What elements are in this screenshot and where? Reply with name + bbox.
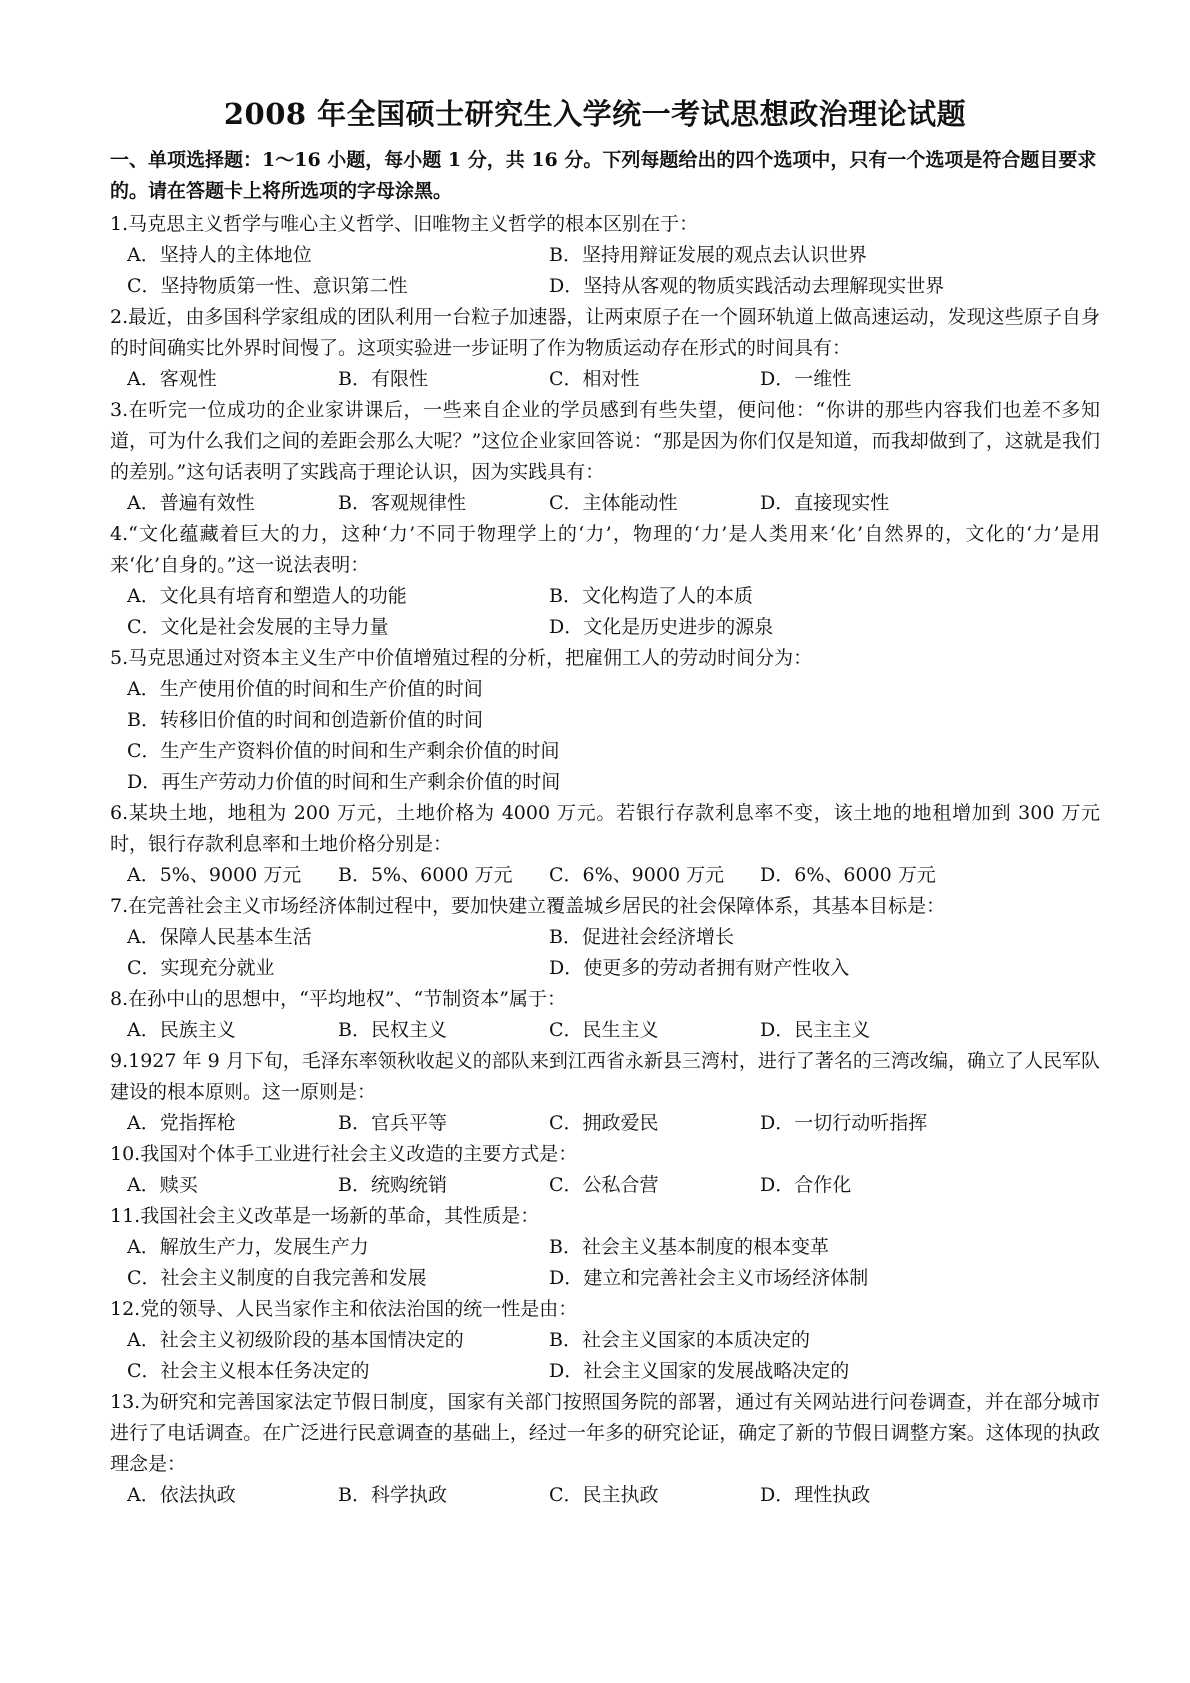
option-a: A．解放生产力，发展生产力 [127,1236,369,1258]
option-b: B．促进社会经济增长 [549,926,734,948]
option-c: C．文化是社会发展的主导力量 [127,616,389,638]
option-c: C．社会主义根本任务决定的 [127,1360,370,1382]
option-c: C．公私合营 [549,1174,659,1196]
question-stem: 3.在听完一位成功的企业家讲课后，一些来自企业的学员感到有些失望，便问他：“你讲的那些内容我们也差不多知道，可为什么我们之间的差距会那么大呢？”这位企业家回答说：“那是因为你们仅是知道，而我却做到了，这就是我们的差别。”这句话表明了实践高于理论认识，因为实践具有： [110,399,1100,483]
option-group [110,860,1100,891]
question-1 [110,209,1100,302]
option-c: C．相对性 [549,368,640,390]
option-b: B．坚持用辩证发展的观点去认识世界 [549,244,867,266]
question-stem: 13.为研究和完善国家法定节假日制度，国家有关部门按照国务院的部署，通过有关网站进行问卷调查，并在部分城市进行了电话调查。在广泛进行民意调查的基础上，经过一年多的研究论证，确定了新的节假日调整方案。这体现的执政理念是： [110,1391,1100,1475]
option-b: B．官兵平等 [338,1112,447,1134]
option-group [110,240,1100,302]
section-instructions: 一、单项选择题：1～16 小题，每小题 1 分，共 16 分。下列每题给出的四个选项中，只有一个选项是符合题目要求的。请在答题卡上将所选项的字母涂黑。 [110,149,1097,202]
option-group [110,1170,1100,1201]
option-group [110,1108,1100,1139]
option-b: B．文化构造了人的本质 [549,585,753,607]
question-5 [110,643,1100,798]
option-b: B．转移旧价值的时间和创造新价值的时间 [127,709,483,731]
exam-title: 2008 年全国硕士研究生入学统一考试思想政治理论试题 [223,97,967,131]
option-b: B．民权主义 [338,1019,447,1041]
option-group [110,488,1100,519]
question-stem: 10.我国对个体手工业进行社会主义改造的主要方式是： [110,1143,578,1165]
question-stem: 5.马克思通过对资本主义生产中价值增殖过程的分析，把雇佣工人的劳动时间分为： [110,647,813,669]
question-4 [110,519,1100,643]
option-d: D．再生产劳动力价值的时间和生产剩余价值的时间 [127,771,561,793]
question-7 [110,891,1100,984]
option-b: B．科学执政 [338,1484,447,1506]
option-c: C．6%、9000 万元 [549,864,725,886]
question-10 [110,1139,1100,1201]
option-d: D．民主主义 [760,1019,871,1041]
option-d: D．直接现实性 [760,492,890,514]
option-d: D．理性执政 [760,1484,871,1506]
option-a: A．文化具有培育和塑造人的功能 [127,585,407,607]
option-d: D．使更多的劳动者拥有财产性收入 [549,957,850,979]
exam-content [110,145,1100,1511]
question-stem: 9.1927 年 9 月下旬，毛泽东率领秋收起义的部队来到江西省永新县三湾村，进行了著名的三湾改编，确立了人民军队建设的根本原则。这一原则是： [110,1050,1100,1103]
option-d: D．坚持从客观的物质实践活动去理解现实世界 [549,275,945,297]
question-13 [110,1387,1100,1511]
question-stem: 11.我国社会主义改革是一场新的革命，其性质是： [110,1205,540,1227]
option-a: A．坚持人的主体地位 [127,244,312,266]
option-c: C．社会主义制度的自我完善和发展 [127,1267,427,1289]
option-b: B．有限性 [338,368,428,390]
option-b: B．统购统销 [338,1174,447,1196]
option-c: C．民生主义 [549,1019,659,1041]
option-c: C．主体能动性 [549,492,678,514]
question-list [110,209,1100,1511]
option-a: A．赎买 [127,1174,198,1196]
question-11 [110,1201,1100,1294]
question-stem: 7.在完善社会主义市场经济体制过程中，要加快建立覆盖城乡居民的社会保障体系，其基本目标是： [110,895,946,917]
option-c: C．生产生产资料价值的时间和生产剩余价值的时间 [127,740,560,762]
option-d: D．社会主义国家的发展战略决定的 [549,1360,850,1382]
option-group [110,581,1100,643]
option-a: A．社会主义初级阶段的基本国情决定的 [127,1329,464,1351]
option-b: B．客观规律性 [338,492,466,514]
option-d: D．一维性 [760,368,852,390]
question-stem: 12.党的领导、人民当家作主和依法治国的统一性是由： [110,1298,578,1320]
option-group [110,1325,1100,1387]
question-2 [110,302,1100,395]
question-3 [110,395,1100,519]
question-stem: 8.在孙中山的思想中，“平均地权”、“节制资本”属于： [110,988,566,1010]
option-group [110,364,1100,395]
question-stem: 6.某块土地，地租为 200 万元，土地价格为 4000 万元。若银行存款利息率不变，该土地的地租增加到 300 万元时，银行存款利息率和土地价格分别是： [110,802,1100,855]
option-c: C．民主执政 [549,1484,659,1506]
option-a: A．党指挥枪 [127,1112,236,1134]
option-a: A．5%、9000 万元 [127,864,302,886]
option-a: A．民族主义 [127,1019,236,1041]
option-c: C．坚持物质第一性、意识第二性 [127,275,408,297]
question-12 [110,1294,1100,1387]
option-a: A．普遍有效性 [127,492,255,514]
option-b: B．社会主义基本制度的根本变革 [549,1236,829,1258]
question-8 [110,984,1100,1046]
option-d: D．一切行动听指挥 [760,1112,928,1134]
option-b: B．5%、6000 万元 [338,864,513,886]
option-a: A．保障人民基本生活 [127,926,312,948]
option-d: D．建立和完善社会主义市场经济体制 [549,1267,869,1289]
question-stem: 4.“文化蕴藏着巨大的力，这种‘力’不同于物理学上的‘力’，物理的‘力’是人类用来‘化’自然界的，文化的‘力’是用来‘化’自身的。”这一说法表明： [110,523,1100,576]
question-9 [110,1046,1100,1139]
option-d: D．合作化 [760,1174,852,1196]
question-stem: 1.马克思主义哲学与唯心主义哲学、旧唯物主义哲学的根本区别在于： [110,213,699,235]
question-6 [110,798,1100,891]
option-d: D．文化是历史进步的源泉 [549,616,774,638]
option-d: D．6%、6000 万元 [760,864,936,886]
option-c: C．拥政爱民 [549,1112,659,1134]
option-group [110,1480,1100,1511]
question-stem: 2.最近，由多国科学家组成的团队利用一台粒子加速器，让两束原子在一个圆环轨道上做高速运动，发现这些原子自身的时间确实比外界时间慢了。这项实验进一步证明了作为物质运动存在形式的时间具有： [110,306,1100,359]
option-group [110,1015,1100,1046]
option-b: B．社会主义国家的本质决定的 [549,1329,810,1351]
option-group [110,1232,1100,1294]
option-group [110,922,1100,984]
option-a: A．依法执政 [127,1484,236,1506]
option-c: C．实现充分就业 [127,957,275,979]
option-a: A．生产使用价值的时间和生产价值的时间 [127,678,483,700]
option-a: A．客观性 [127,368,217,390]
option-group [110,674,1100,798]
